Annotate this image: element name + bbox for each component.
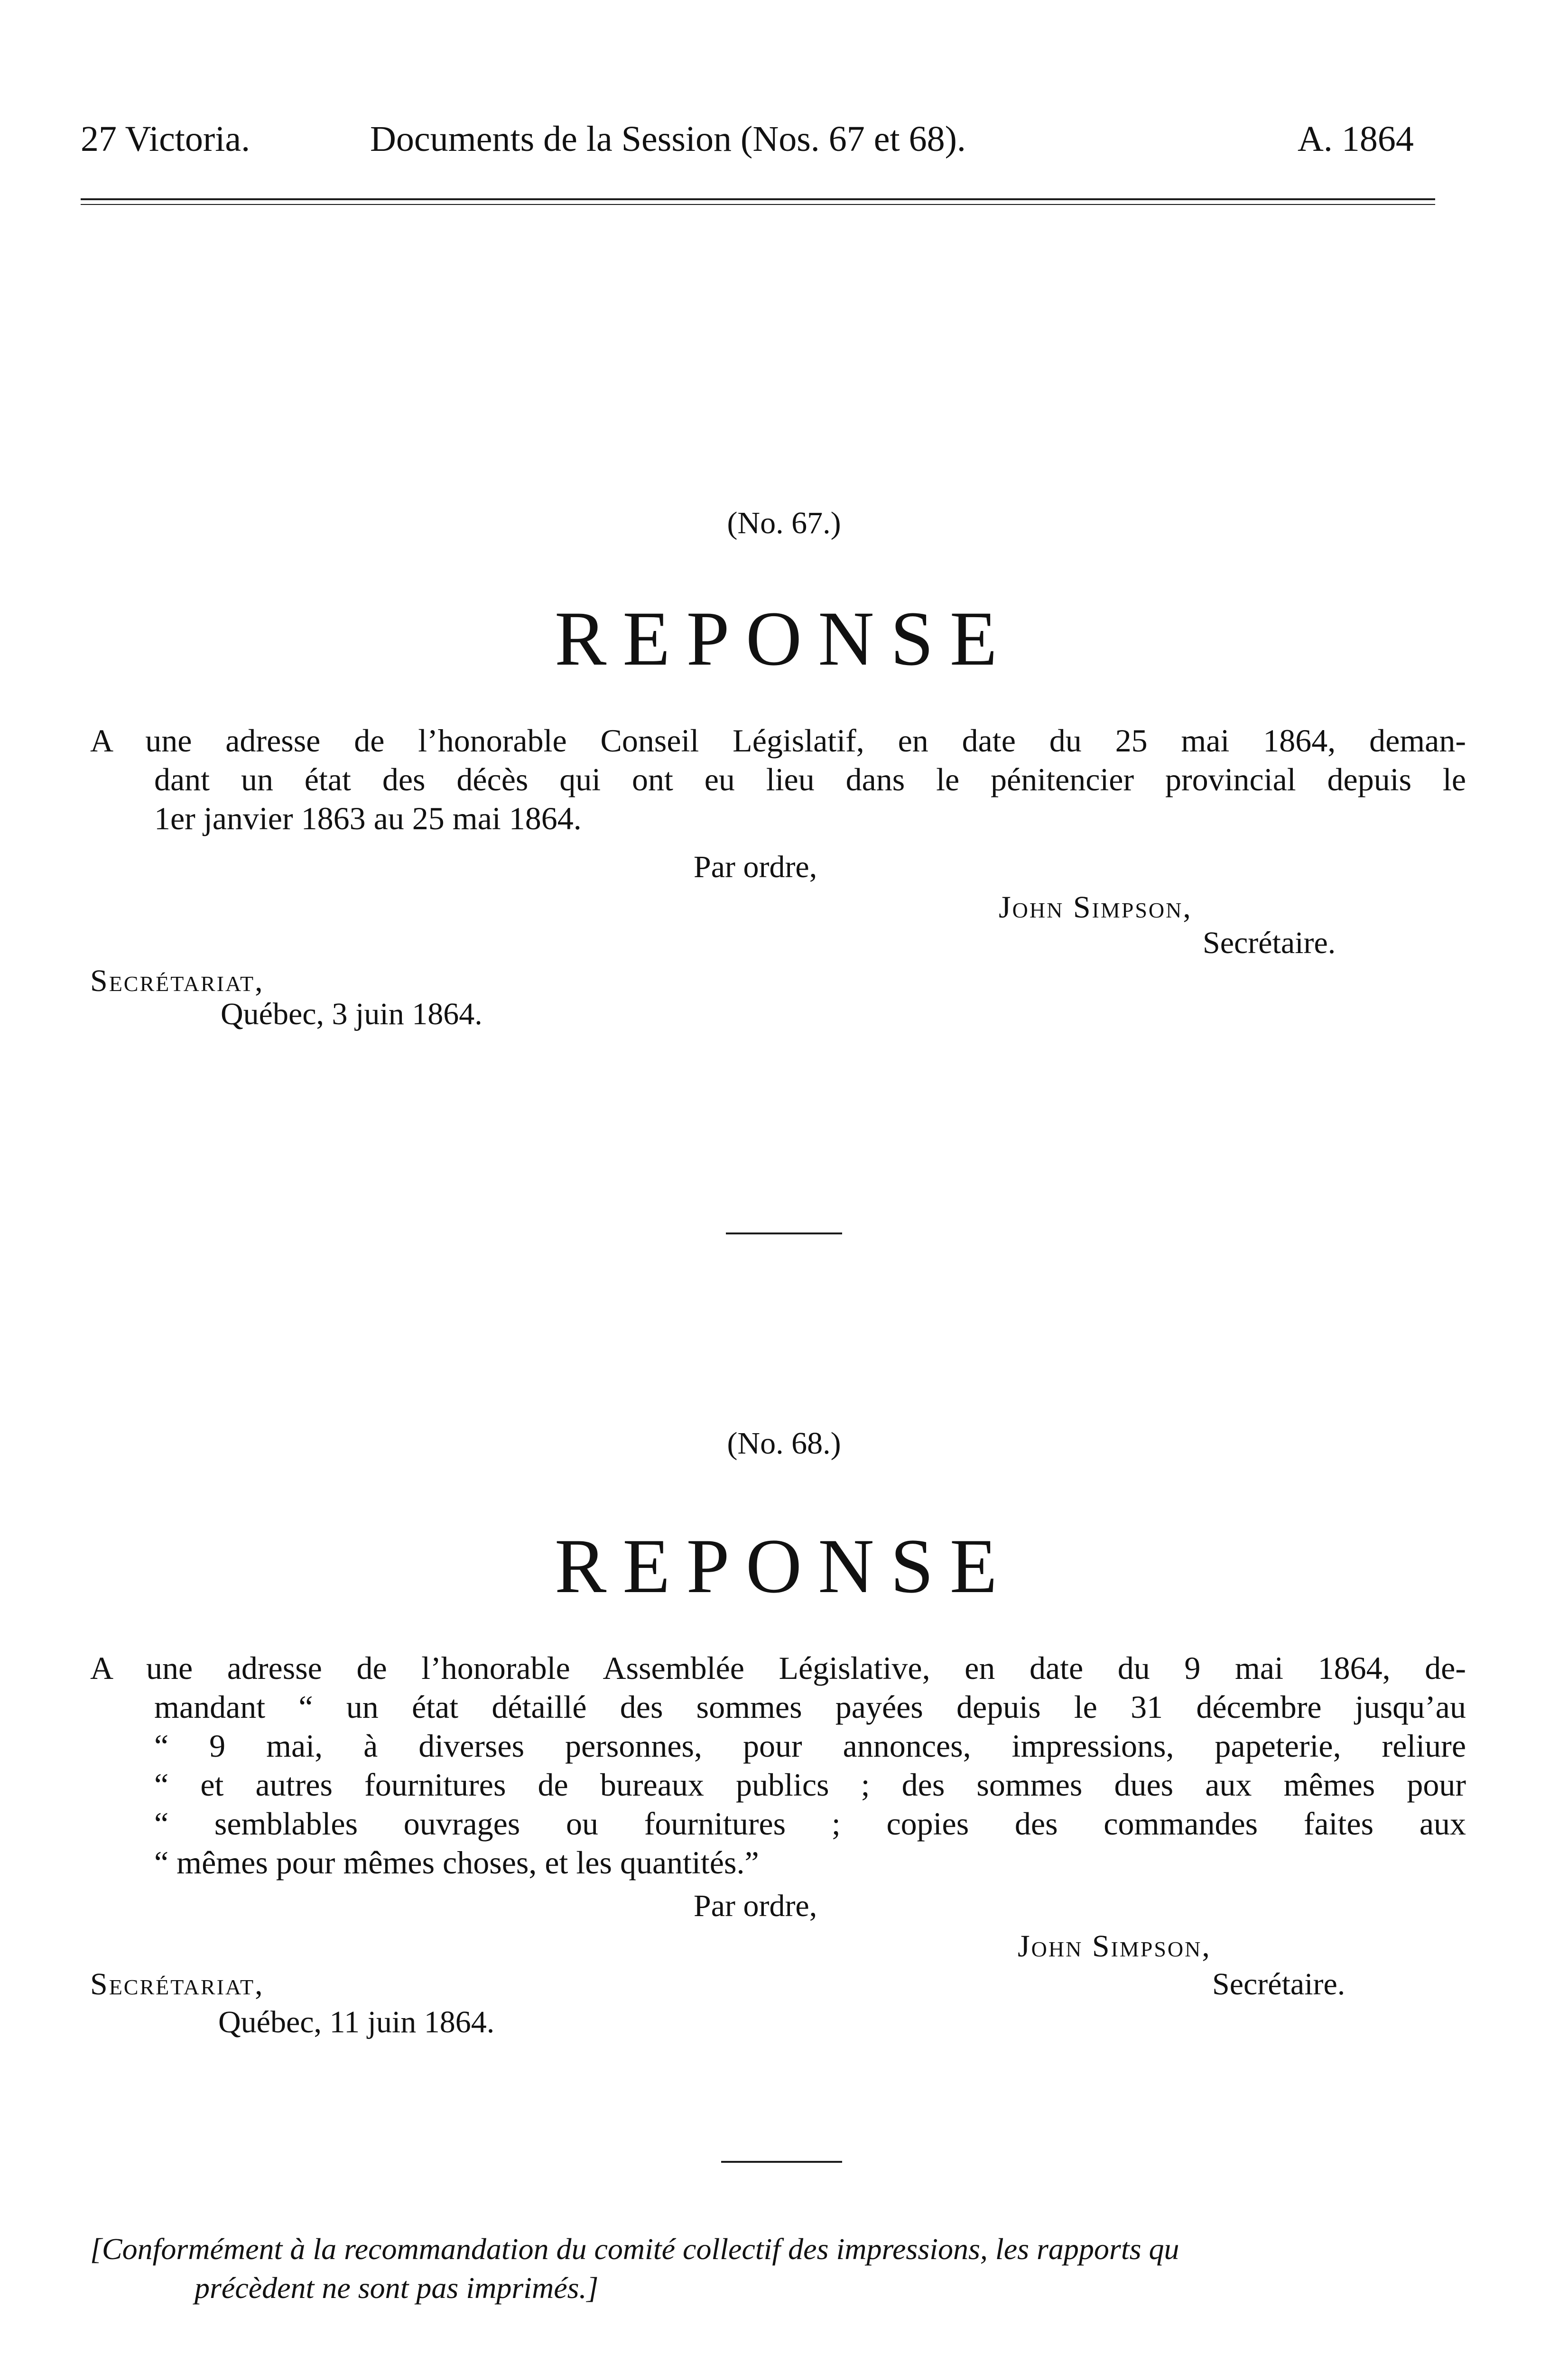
header-rule-bottom xyxy=(81,204,1435,205)
section-divider xyxy=(726,1232,842,1234)
document-line: A une adresse de l’honorable Assemblée Législative, en date du 9 mai 1864, de- xyxy=(90,1650,1466,1686)
header-rule-top xyxy=(81,198,1435,200)
document-title-68: REPONSE xyxy=(554,1523,1014,1609)
document-line: mandant “ un état détaillé des sommes payées depuis le 31 décembre jusqu’au xyxy=(154,1689,1466,1725)
document-line: dant un état des décès qui ont eu lieu dans le pénitencier provincial depuis le xyxy=(154,761,1466,797)
footer-note xyxy=(90,2230,1475,2307)
document-title-67: REPONSE xyxy=(554,596,1014,682)
document-line: “ 9 mai, à diverses personnes, pour annonces, impressions, papeterie, reliure xyxy=(154,1728,1466,1764)
footer-divider xyxy=(721,2161,842,2163)
document-number-68: (No. 68.) xyxy=(727,1426,841,1461)
document-body-68 xyxy=(90,1649,1466,1882)
signatory-68: John Simpson, xyxy=(1018,1929,1211,1964)
place-date-67: Québec, 3 juin 1864. xyxy=(221,997,482,1031)
document-line: A une adresse de l’honorable Conseil Législatif, en date du 25 mai 1864, deman- xyxy=(90,723,1466,759)
signatory-67: John Simpson, xyxy=(999,890,1192,925)
office-68: Secrétariat, xyxy=(90,1967,264,2001)
document-line: 1er janvier 1863 au 25 mai 1864. xyxy=(154,800,582,836)
signatory-title-68: Secrétaire. xyxy=(1212,1967,1345,2001)
document-number-67: (No. 67.) xyxy=(727,506,841,540)
regnal-year: 27 Victoria. xyxy=(81,119,251,159)
par-ordre-67: Par ordre, xyxy=(694,850,817,884)
footer-note-line-1: [Conformément à la recommandation du comité collectif des impressions, les rapports qu xyxy=(90,2232,1179,2266)
office-67: Secrétariat, xyxy=(90,964,264,998)
document-body-67 xyxy=(90,721,1466,838)
footer-note-line-2: précèdent ne sont pas imprimés.] xyxy=(195,2271,599,2305)
place-date-68: Québec, 11 juin 1864. xyxy=(218,2005,495,2039)
signatory-title-67: Secrétaire. xyxy=(1203,926,1336,960)
running-title: Documents de la Session (Nos. 67 et 68). xyxy=(370,119,966,159)
document-line: “ semblables ouvrages ou fournitures ; copies des commandes faites aux xyxy=(154,1806,1466,1842)
session-year: A. 1864 xyxy=(1298,119,1414,159)
document-line: “ et autres fournitures de bureaux publics ; des sommes dues aux mêmes pour xyxy=(154,1767,1466,1803)
document-line: “ mêmes pour mêmes choses, et les quantités.” xyxy=(154,1844,759,1881)
par-ordre-68: Par ordre, xyxy=(694,1889,817,1923)
